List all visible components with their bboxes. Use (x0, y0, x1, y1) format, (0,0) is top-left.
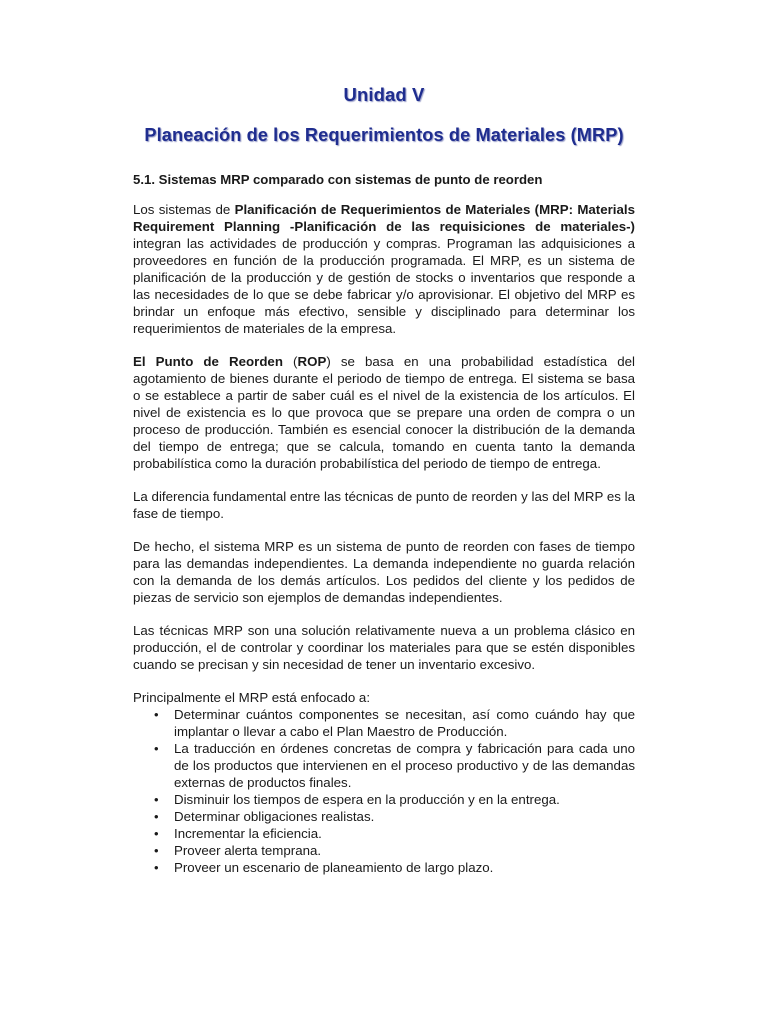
document-page (133, 80, 635, 876)
list-item (133, 825, 635, 842)
list-item (133, 842, 635, 859)
document-title: Planeación de los Requerimientos de Materiales (MRP) (144, 125, 624, 145)
section-heading: 5.1. Sistemas MRP comparado con sistemas de punto de reorden (133, 172, 543, 187)
unit-heading: Unidad V (343, 84, 425, 105)
list-item-text: Disminuir los tiempos de espera en la producción y en la entrega. (174, 792, 560, 807)
list-item-text: La traducción en órdenes concretas de compra y fabricación para cada uno de los productos que intervienen en el proceso productivo y de las demandas externas de productos finales. (174, 741, 635, 790)
paragraph-bold-term: El Punto de Reorden (133, 354, 283, 369)
list-item-text: Determinar cuántos componentes se necesitan, así como cuándo hay que implantar o llevar a cabo el Plan Maestro de Producción. (174, 707, 635, 739)
bullet-icon: • (154, 792, 159, 807)
list-item-text: Determinar obligaciones realistas. (174, 809, 375, 824)
list-item (133, 791, 635, 808)
bullet-icon: • (154, 860, 159, 875)
bullet-icon: • (154, 826, 159, 841)
list-item (133, 808, 635, 825)
list-item-text: Proveer alerta temprana. (174, 843, 322, 858)
bullet-icon: • (154, 707, 159, 722)
paragraph-bold-term: Planificación de Requerimientos de Materiales (MRP: Materials Requirement Planning -Planificación de las requisiciones de materiales-) (133, 202, 635, 234)
paragraph-body: ) se basa en una probabilidad estadística del agotamiento de bienes durante el periodo de tiempo de entrega. El sistema se basa o se establece a partir de saber cuál es el nivel de la existencia de los artículos. El nivel de existencia es lo que provoca que se prepare una orden de compra o un proceso de producción. También es esencial conocer la distribución de la demanda del tiempo de entrega; que se calcula, tomando en cuenta tanto la demanda probabilística como la duración probabilística del periodo de tiempo de entrega. (133, 354, 636, 471)
list-intro: Principalmente el MRP está enfocado a: (133, 690, 371, 705)
list-item (133, 859, 635, 876)
paragraph-lead: Los sistemas de (133, 202, 235, 217)
paragraph-bold-acronym: ROP (297, 354, 327, 369)
paragraph-difference: La diferencia fundamental entre las técnicas de punto de reorden y las del MRP es la fase de tiempo. (133, 489, 635, 521)
paragraph-mrp-definition (133, 201, 635, 337)
bullet-icon: • (154, 741, 159, 756)
paragraph-text: ( (282, 354, 298, 369)
list-item (133, 706, 635, 740)
list-item-text: Incrementar la eficiencia. (174, 826, 322, 841)
bullet-icon: • (154, 809, 159, 824)
paragraph-body: integran las actividades de producción y compras. Programan las adquisiciones a proveedores en función de la producción programada. El MRP, es un sistema de planificación de la producción y de gestión de stocks o inventarios que responde a las necesidades de lo que se debe fabricar y/o aprovisionar. El objetivo del MRP es brindar un enfoque más efectivo, sensible y disciplinado para determinar los requerimientos de materiales de la empresa. (133, 236, 635, 336)
list-item (133, 740, 635, 791)
list-item-text: Proveer un escenario de planeamiento de largo plazo. (174, 860, 494, 875)
paragraph-mrp-techniques: Las técnicas MRP son una solución relativamente nueva a un problema clásico en producción, el de controlar y coordinar los materiales para que se estén disponibles cuando se precisan y sin necesidad de tener un inventario excesivo. (133, 623, 635, 672)
paragraph-mrp-rop-phases: De hecho, el sistema MRP es un sistema de punto de reorden con fases de tiempo para las demandas independientes. La demanda independiente no guarda relación con la demanda de los demás artículos. Los pedidos del cliente y los pedidos de piezas de servicio son ejemplos de demandas independientes. (133, 539, 635, 605)
bullet-icon: • (154, 843, 159, 858)
paragraph-rop-definition (133, 353, 635, 472)
focus-list (133, 706, 635, 876)
